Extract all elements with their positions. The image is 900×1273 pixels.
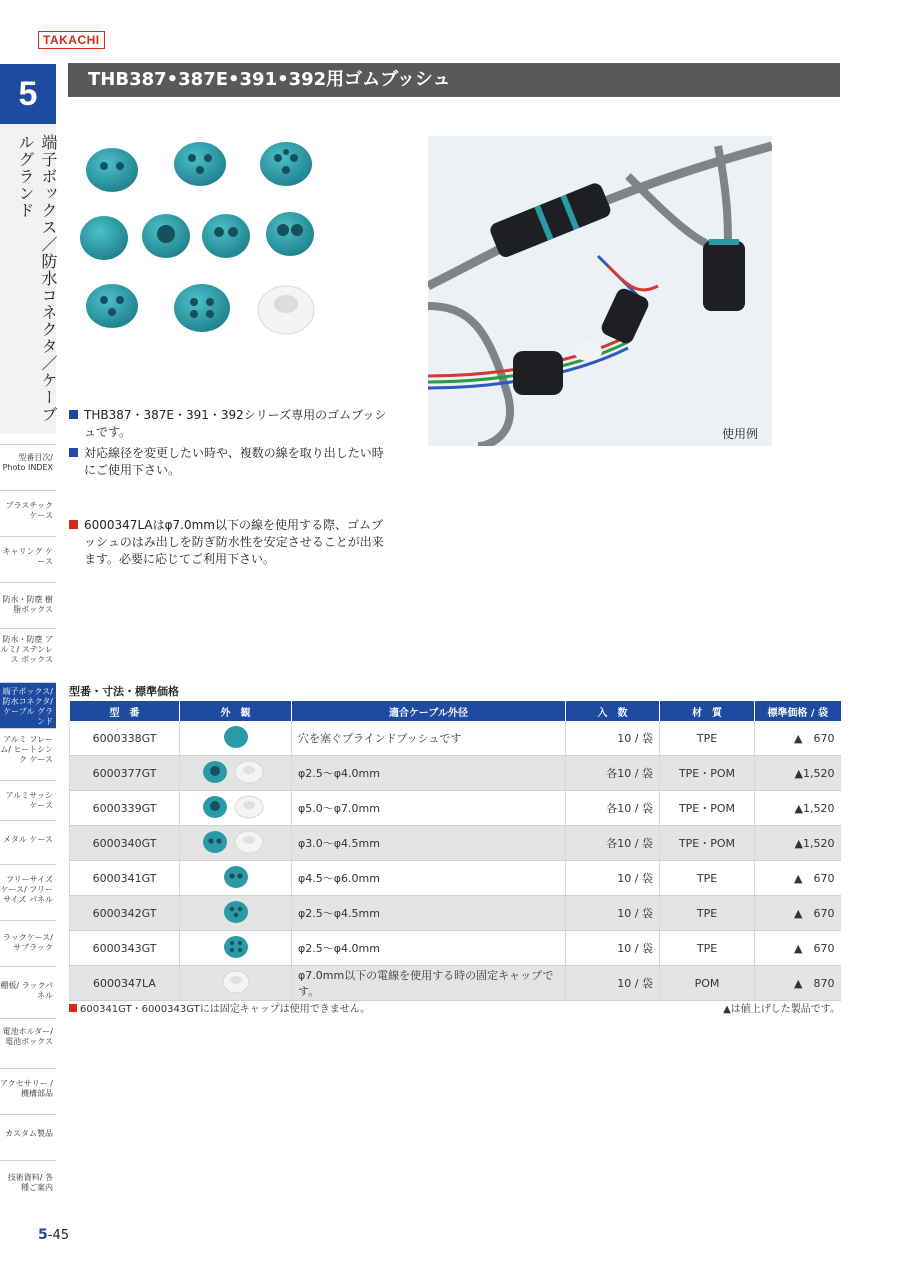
chapter-number: 5: [0, 64, 56, 124]
appearance-cell: [180, 756, 292, 791]
price-cell: ▲ 670: [755, 896, 841, 931]
grommet-thumbnail-icon: [201, 759, 271, 785]
quantity-cell: 10 / 袋: [566, 721, 660, 756]
table-row: [70, 826, 841, 861]
appearance-cell: [180, 896, 292, 931]
grommet-thumbnail-icon: [221, 969, 251, 995]
side-nav-item-plastic-case[interactable]: プラスチック ケース: [0, 490, 56, 536]
appearance-cell: [180, 791, 292, 826]
table-row: [70, 931, 841, 966]
photo-caption: 使用例: [722, 427, 759, 441]
grommet-thumbnail-icon: [201, 829, 271, 855]
grommet-3hole-2: [86, 284, 138, 328]
material-cell: TPE: [660, 931, 755, 966]
cable-diameter-cell: φ2.5〜φ4.0mm: [292, 756, 566, 791]
table-row: [70, 721, 841, 756]
grommet-2hole-1: [86, 148, 138, 192]
cable-diameter-cell: φ3.0〜φ4.5mm: [292, 826, 566, 861]
side-nav-item-accessory[interactable]: アクセサリー /機構部品: [0, 1068, 56, 1114]
page-number: [38, 1227, 69, 1243]
price-cell: ▲ 670: [755, 861, 841, 896]
cable-diameter-cell: φ2.5〜φ4.5mm: [292, 896, 566, 931]
spec-table: [69, 701, 841, 1001]
table-row: [70, 756, 841, 791]
section-title: 型番・寸法・標準価格: [69, 685, 179, 698]
blue-square-icon: [69, 410, 78, 419]
chapter-title: 端子ボックス／防水コネクタ／ケーブルグランド: [16, 134, 58, 423]
appearance-cell: [180, 966, 292, 1001]
page-num: -45: [47, 1228, 69, 1243]
blue-square-icon: [69, 448, 78, 457]
appearance-cell: [180, 931, 292, 966]
table-row: [70, 966, 841, 1001]
model-cell: 6000347LA: [70, 966, 180, 1001]
model-cell: 6000342GT: [70, 896, 180, 931]
model-cell: 6000340GT: [70, 826, 180, 861]
brand-logo: TAKACHI: [38, 31, 105, 49]
quantity-cell: 10 / 袋: [566, 861, 660, 896]
bullet-text: 6000347LAはφ7.0mm以下の線を使用する際、ゴムブッシュのはみ出しを防ぎ防水性を安定させることが出来ます。必要に応じてご利用下さい。: [84, 518, 384, 566]
quantity-cell: 10 / 袋: [566, 931, 660, 966]
note-text: 600341GT・6000343GTには固定キャップは使用できません。: [80, 1004, 371, 1015]
grommet-thumbnail-icon: [221, 724, 251, 750]
col-header-quantity: 入 数: [566, 701, 660, 721]
col-header-model: 型 番: [70, 701, 180, 721]
table-row: [70, 896, 841, 931]
model-cell: 6000377GT: [70, 756, 180, 791]
side-nav-item-waterproof-resin[interactable]: 防水・防塵 樹脂ボックス: [0, 582, 56, 628]
material-cell: TPE: [660, 861, 755, 896]
material-cell: TPE・POM: [660, 756, 755, 791]
material-cell: POM: [660, 966, 755, 1001]
red-square-icon: [69, 520, 78, 529]
side-nav-item-battery-holder[interactable]: 電池ホルダー/ 電池ボックス: [0, 1018, 56, 1068]
side-nav-item-waterproof-metal[interactable]: 防水・防塵 アルミ/ ステンレス ボックス: [0, 628, 56, 682]
side-nav-item-shelf-panel[interactable]: 棚板/ ラックパネル: [0, 966, 56, 1018]
grommet-blind: [80, 216, 128, 260]
grommet-thumbnail-icon: [221, 864, 251, 890]
red-square-icon: [69, 1004, 77, 1012]
model-cell: 6000339GT: [70, 791, 180, 826]
cable-diameter-cell: 穴を塞ぐブラインドブッシュです: [292, 721, 566, 756]
bullet-text: THB387・387E・391・392シリーズ専用のゴムブッシュです。: [84, 408, 387, 439]
note-price-increase: ▲は値上げした製品です。: [723, 1004, 840, 1015]
quantity-cell: 各10 / 袋: [566, 791, 660, 826]
side-nav-item-free-size[interactable]: フリーサイズ ケース/ フリーサイズ パネル: [0, 864, 56, 920]
cable-diameter-cell: φ7.0mm以下の電線を使用する時の固定キャップです。: [292, 966, 566, 1001]
side-nav-item-custom[interactable]: カスタム製品: [0, 1114, 56, 1160]
page-title: THB387•387E•391•392用ゴムブッシュ: [68, 63, 840, 97]
side-nav-item-metal-case[interactable]: メタル ケース: [0, 820, 56, 864]
quantity-cell: 各10 / 袋: [566, 756, 660, 791]
table-row: [70, 791, 841, 826]
grommet-2hole-2: [202, 214, 250, 258]
table-row: [70, 861, 841, 896]
material-cell: TPE: [660, 896, 755, 931]
fixing-cap: [258, 286, 314, 334]
side-nav-item-technical[interactable]: 技術資料/ 各種ご案内: [0, 1160, 56, 1210]
price-cell: ▲1,520: [755, 791, 841, 826]
quantity-cell: 10 / 袋: [566, 896, 660, 931]
material-cell: TPE・POM: [660, 791, 755, 826]
note-cap-restriction: [69, 1000, 370, 1015]
bullet-item: [69, 407, 389, 441]
material-cell: TPE・POM: [660, 826, 755, 861]
side-nav-item-aluminum-frame[interactable]: アルミ フレーム/ ヒートシンク ケース: [0, 728, 56, 780]
model-cell: 6000341GT: [70, 861, 180, 896]
col-header-material: 材 質: [660, 701, 755, 721]
appearance-cell: [180, 861, 292, 896]
description-bullets: [69, 407, 389, 572]
page-chapter: 5: [38, 1227, 48, 1243]
quantity-cell: 10 / 袋: [566, 966, 660, 1001]
model-cell: 6000338GT: [70, 721, 180, 756]
chapter-title-panel: [0, 124, 56, 434]
cable-diameter-cell: φ5.0〜φ7.0mm: [292, 791, 566, 826]
grommet-1hole-large: [142, 214, 190, 258]
price-cell: ▲1,520: [755, 756, 841, 791]
col-header-appearance: 外 観: [180, 701, 292, 721]
appearance-cell: [180, 721, 292, 756]
price-cell: ▲ 670: [755, 721, 841, 756]
cable-diameter-cell: φ4.5〜φ6.0mm: [292, 861, 566, 896]
col-header-price: 標準価格 / 袋: [755, 701, 841, 721]
price-cell: ▲1,520: [755, 826, 841, 861]
grommet-thumbnail-icon: [221, 934, 251, 960]
price-cell: ▲ 870: [755, 966, 841, 1001]
bullet-item: [69, 445, 389, 479]
grommet-4hole-2: [174, 284, 230, 332]
grommet-thumbnail-icon: [221, 899, 251, 925]
price-cell: ▲ 670: [755, 931, 841, 966]
side-nav-item-carrying-case[interactable]: キャリング ケース: [0, 536, 56, 582]
bullet-text: 対応線径を変更したい時や、複数の線を取り出したい時にご使用下さい。: [84, 446, 384, 477]
side-nav-item-photo-index[interactable]: 型番目次/ Photo INDEX: [0, 444, 56, 490]
col-header-cable-diameter: 適合ケーブル外径: [292, 701, 566, 721]
grommet-2hole-3: [266, 212, 314, 256]
model-cell: 6000343GT: [70, 931, 180, 966]
side-nav-item-terminal-box[interactable]: 端子ボックス/ 防水コネクタ/ ケーブル グランド: [0, 682, 56, 728]
grommet-thumbnail-icon: [201, 794, 271, 820]
grommet-product-image: [76, 130, 326, 350]
table-header-row: [70, 701, 841, 721]
appearance-cell: [180, 826, 292, 861]
material-cell: TPE: [660, 721, 755, 756]
bullet-item: [69, 517, 389, 568]
usage-example-photo: [428, 136, 772, 446]
side-nav-item-aluminum-sash[interactable]: アルミサッシ ケース: [0, 780, 56, 820]
cable-diameter-cell: φ2.5〜φ4.0mm: [292, 931, 566, 966]
grommet-4hole-1: [260, 142, 312, 186]
grommet-3hole-1: [174, 142, 226, 186]
quantity-cell: 各10 / 袋: [566, 826, 660, 861]
side-nav-item-rack-case[interactable]: ラックケース/ サブラック: [0, 920, 56, 966]
